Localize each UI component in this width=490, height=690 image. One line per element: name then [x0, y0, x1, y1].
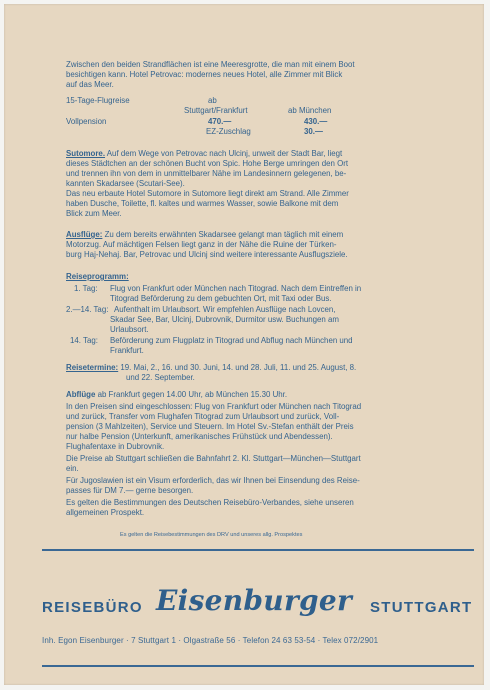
sutomore-line-1: Sutomore. Auf dem Wege von Petrovac nach Ulcinj, unweit der Stadt Bar, liegt: [66, 149, 343, 158]
programm-3-line-2: Frankfurt.: [110, 346, 144, 355]
brand-logo-eisenburger: Eisenburger: [156, 584, 353, 617]
inclusive-line-9: passes für DM 7.— gerne besorgen.: [66, 486, 194, 495]
price-muenchen: 430.—: [304, 117, 328, 126]
inclusive-line-11: allgemeinen Prospekt.: [66, 508, 145, 517]
termine-heading: Reisetermine:: [66, 363, 119, 372]
inclusive-line-5: Flughafentaxe in Dubrovnik.: [66, 442, 165, 451]
inclusive-line-8: Für Jugoslawien ist ein Visum erforderlich, das wir Ihnen bei Einsendung des Reise-: [66, 476, 360, 485]
inclusive-line-1: In den Preisen sind eingeschlossen: Flug von Frankfurt oder München nach Titograd: [66, 402, 362, 411]
termine-line-1: Reisetermine: 19. Mai, 2., 16. und 30. Juni, 14. und 28. Juli, 11. und 25. August, 8.: [66, 363, 357, 372]
ausfluege-line-1: Ausflüge: Zu dem bereits erwähnten Skadarsee gelangt man täglich mit einem: [66, 230, 344, 239]
programm-3-line-1: Beförderung zum Flugplatz in Titograd und Abflug nach München und: [110, 336, 353, 345]
ausfluege-line-2: Motorzug. Auf mächtigen Felsen liegt ganz in der Nähe die Ruine der Türken-: [66, 240, 337, 249]
intro-line-3: auf das Meer.: [66, 80, 114, 89]
programm-day-2: 2.—14. Tag:: [66, 305, 109, 314]
intro-line-2: besichtigen kann. Hotel Petrovac: modernes neues Hotel, alle Zimmer mit Blick: [66, 70, 343, 79]
inclusive-line-2: und zurück, Transfer vom Flughafen Titograd zum Urlaubsort und zurück, Voll-: [66, 412, 340, 421]
inclusive-line-10: Es gelten die Bestimmungen des Deutschen Reisebüro-Verbandes, siehe unseren: [66, 498, 354, 507]
divider-bottom: [42, 665, 474, 667]
surcharge-value: 30.—: [304, 127, 323, 136]
inclusive-line-6: Die Preise ab Stuttgart schließen die Bahnfahrt 2. Kl. Stuttgart—München—Stuttgart: [66, 454, 361, 463]
programm-2-line-3: Urlaubsort.: [110, 325, 149, 334]
brand-stuttgart: STUTTGART: [370, 599, 473, 616]
sutomore-heading: Sutomore.: [66, 149, 106, 158]
programm-heading: Reiseprogramm:: [66, 272, 129, 281]
ausfluege-heading: Ausflüge:: [66, 230, 103, 239]
address-line: Inh. Egon Eisenburger · 7 Stuttgart 1 · Olgastraße 56 · Telefon 24 63 53-54 · Telex 072/2901: [42, 636, 379, 645]
programm-1-line-2: Titograd Beförderung zu dem gebuchten Ort, mit Taxi oder Bus.: [110, 294, 332, 303]
surcharge-label: EZ-Zuschlag: [206, 127, 251, 136]
inclusive-line-4: nur halbe Pension (Unterkunft, amerikanisches Frühstück und Abendessen).: [66, 432, 333, 441]
intro-line-1: Zwischen den beiden Strandflächen ist eine Meeresgrotte, die man mit einem Boot: [66, 60, 355, 69]
inclusive-line-7: ein.: [66, 464, 79, 473]
sutomore-line-3: und trennen ihn von dem in unmittelbarer Nähe im Landesinnern gelegenen, be-: [66, 169, 347, 178]
abfluege-line: Abflüge ab Frankfurt gegen 14.00 Uhr, ab München 15.30 Uhr.: [66, 390, 288, 399]
footnote: Es gelten die Reisebestimmungen des DRV und unseres allg. Prospektes: [120, 532, 303, 538]
board-label: Vollpension: [66, 117, 107, 126]
from-stuttgart-frankfurt: Stuttgart/Frankfurt: [184, 106, 248, 115]
divider-top: [42, 549, 474, 551]
brand-reisebuero: REISEBÜRO: [42, 599, 143, 616]
ab-label-1: ab: [208, 96, 217, 105]
inclusive-line-3: pension (3 Mahlzeiten), Service und Steuern. Im Hotel Sv.-Stefan enthält der Preis: [66, 422, 354, 431]
sutomore-line-6: haben Dusche, Toilette, fl. kaltes und warmes Wasser, sowie Balkone mit dem: [66, 199, 339, 208]
brochure-page: [4, 4, 484, 685]
programm-2-line-1: Aufenthalt im Urlaubsort. Wir empfehlen Ausflüge nach Lovcen,: [114, 305, 336, 314]
programm-1-line-1: Flug von Frankfurt oder München nach Titograd. Nach dem Eintreffen in: [110, 284, 362, 293]
programm-day-1: 1. Tag:: [74, 284, 98, 293]
termine-line-2: und 22. September.: [126, 373, 195, 382]
trip-label: 15-Tage-Flugreise: [66, 96, 130, 105]
price-stuttgart: 470.—: [208, 117, 232, 126]
sutomore-line-4: kannten Skadarsee (Scutari-See).: [66, 179, 185, 188]
abfluege-heading: Abflüge: [66, 390, 96, 399]
sutomore-line-5: Das neu erbaute Hotel Sutomore in Sutomore liegt direkt am Strand. Alle Zimmer: [66, 189, 349, 198]
programm-2-line-2: Skadar See, Bar, Ulcinj, Dubrovnik, Durmitor usw. Buchungen am: [110, 315, 339, 324]
ab-muenchen: ab München: [288, 106, 332, 115]
programm-day-3: 14. Tag:: [70, 336, 98, 345]
sutomore-line-7: Blick zum Meer.: [66, 209, 122, 218]
sutomore-line-2: dieses Städtchen an der schönen Bucht von Spic. Hohe Berge umringen den Ort: [66, 159, 349, 168]
ausfluege-line-3: burg Haj-Nehaj. Bar, Petrovac und Ulcinj sind weitere interessante Ausflugsziele.: [66, 250, 348, 259]
